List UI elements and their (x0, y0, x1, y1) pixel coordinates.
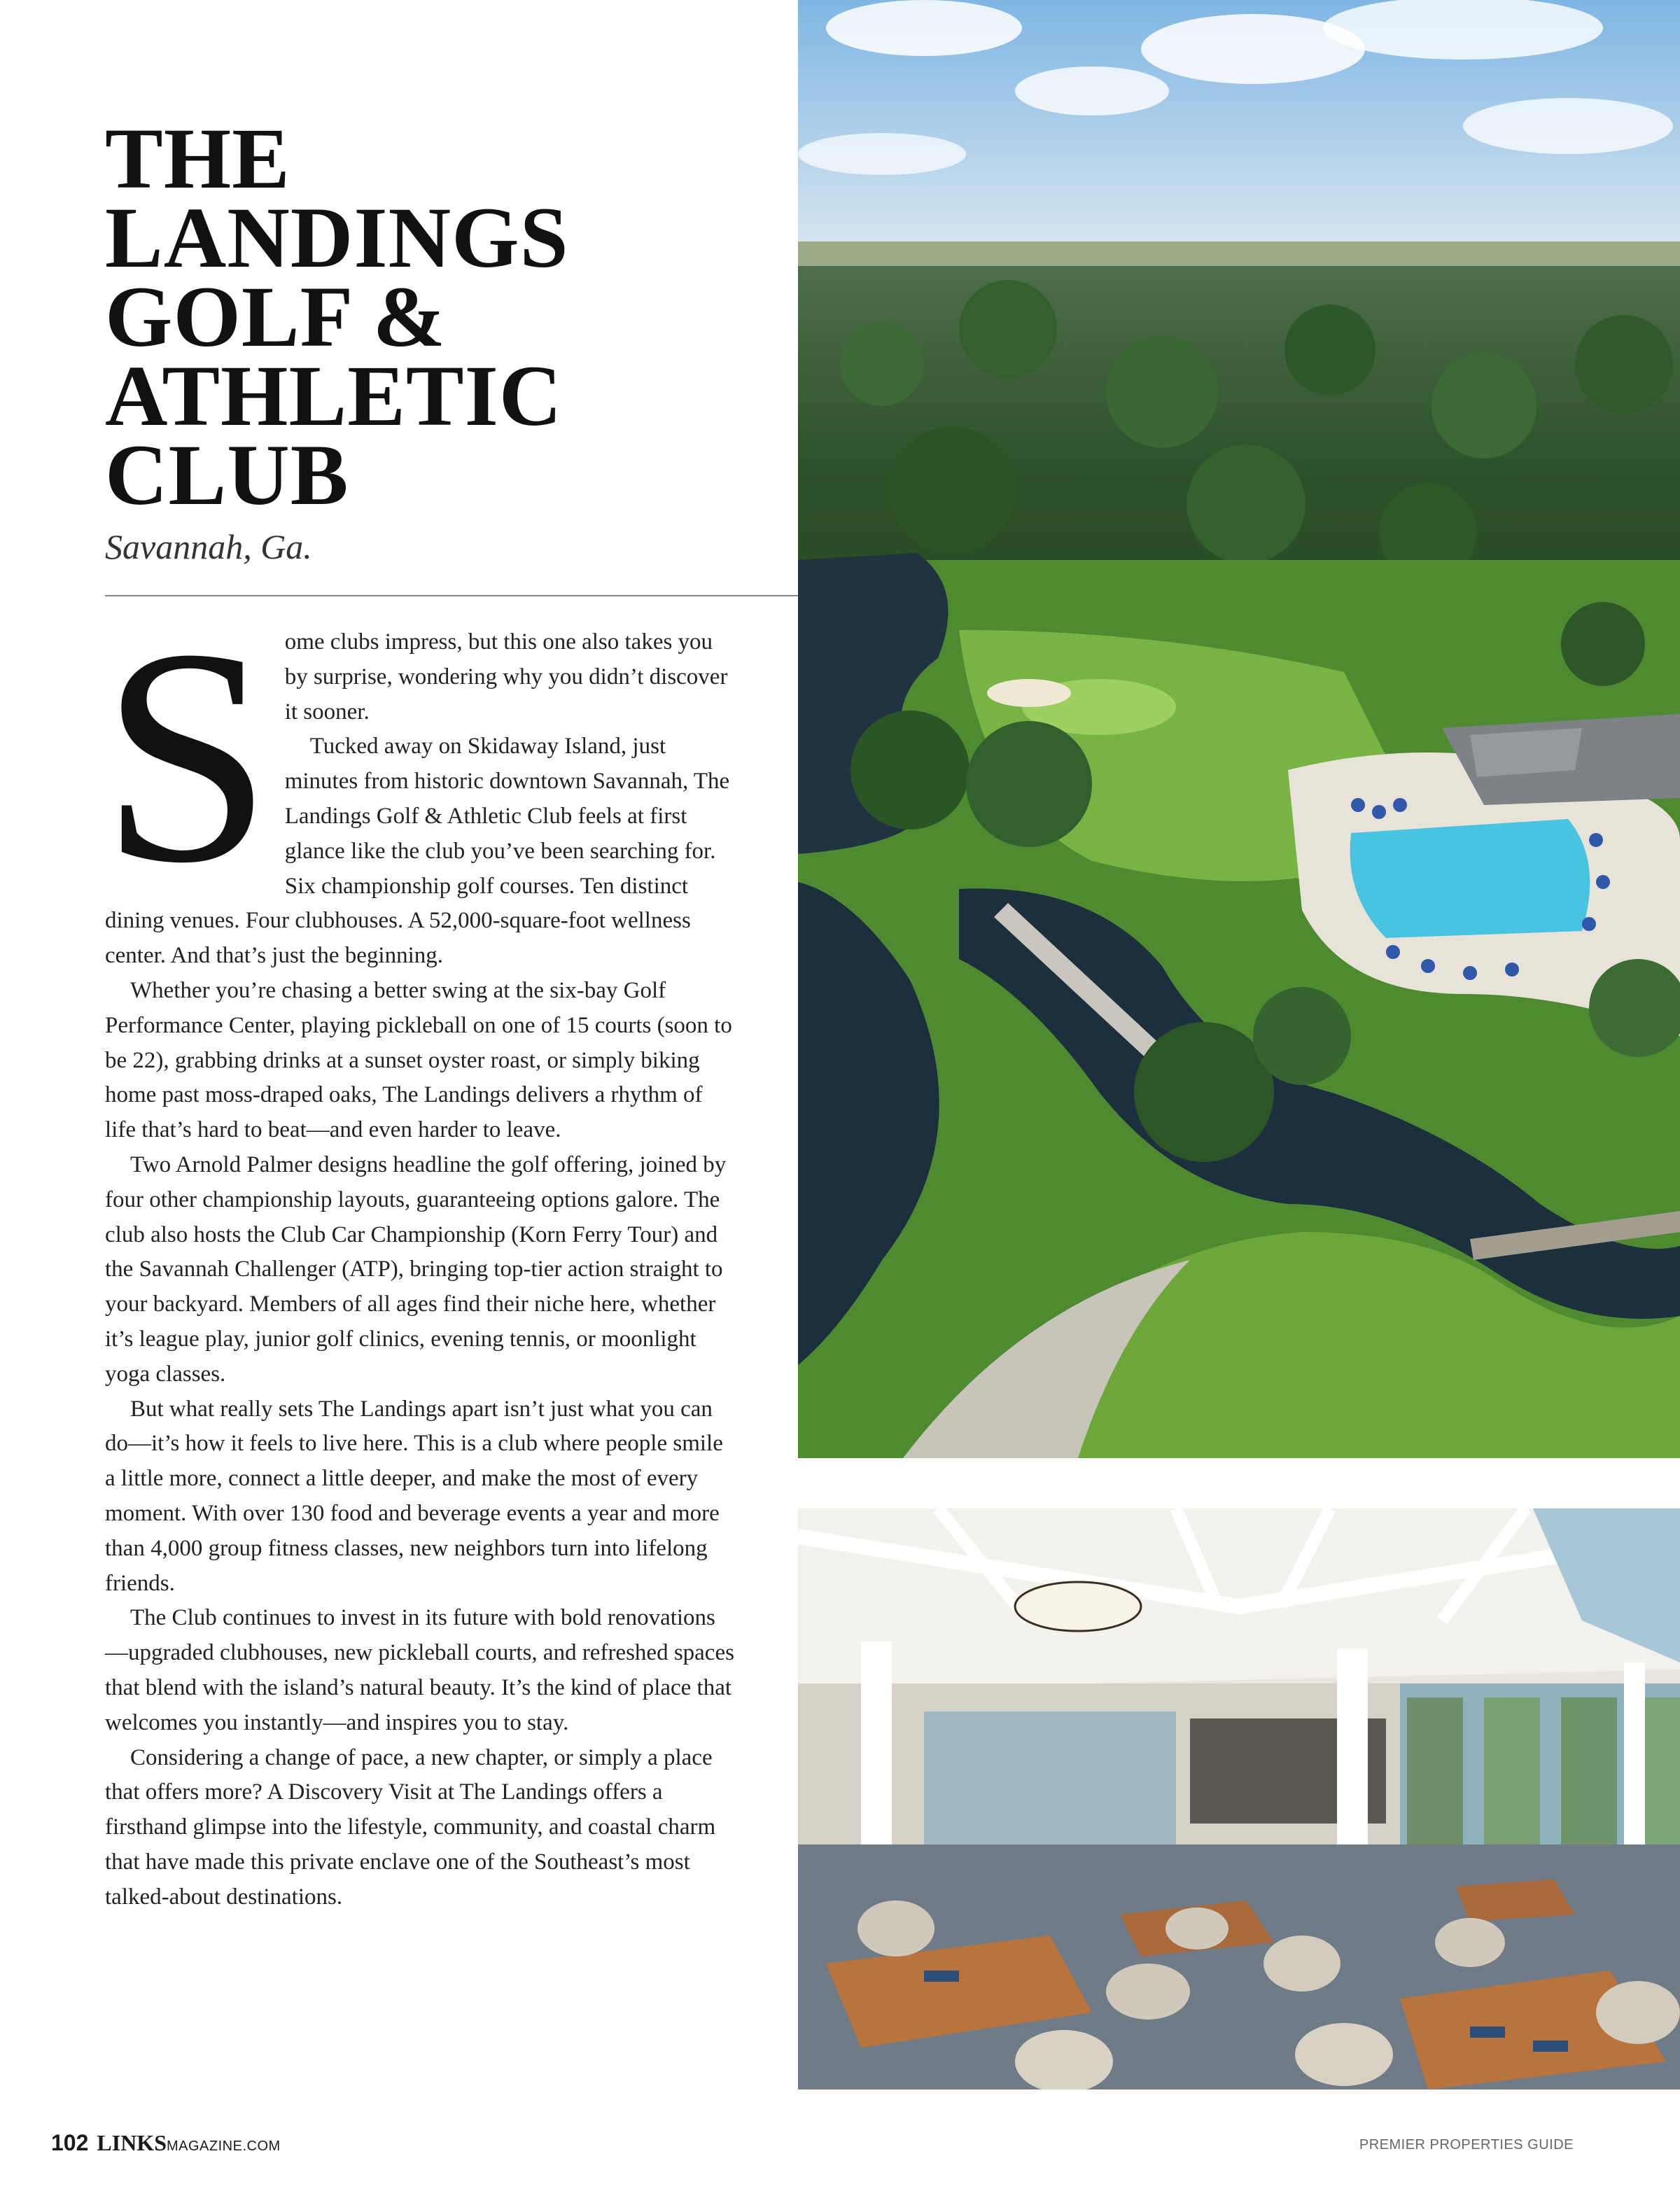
dining-photo-illustration (798, 1508, 1680, 2090)
title-line: THE (105, 111, 290, 206)
page-number: 102 (51, 2130, 89, 2155)
paragraph: Tucked away on Skidaway Island, just minutes from historic downtown Savannah, The Landings Golf & Athletic Club feels at first glance like the club you’ve been searching for. Six championship golf courses. Ten distinct dining venues. Four clubhouses. A 52,000-square-foot wellness center. And that’s just the beginning. (105, 734, 730, 969)
article-location: Savannah, Ga. (105, 527, 312, 566)
paragraph: But what really sets The Landings apart isn’t just what you can do—it’s how it feels to live here. This is a club where people smile a little more, connect a little deeper, and make the most of every moment. With over 130 food and beverage events a year and more than 4,000 group fitness classes, new neighbors turn into lifelong friends. (105, 1396, 723, 1596)
page-footer (51, 2130, 281, 2156)
magazine-name: LINKS (97, 2130, 167, 2155)
article-title (105, 111, 777, 523)
paragraph: Two Arnold Palmer designs headline the golf offering, joined by four other championship layouts, guaranteeing options galore. The club also hosts the Club Car Championship (Korn Ferry Tour) and the Savannah Challenger (ATP), bringing top-tier action straight to your backyard. Members of all ages find their niche here, whether it’s league play, junior golf clinics, evening tennis, or moonlight yoga classes. (105, 1152, 727, 1387)
paragraph: Whether you’re chasing a better swing at the six-bay Golf Performance Center, playing pickleball on one of 15 courts (soon to be 22), grabbing drinks at a sunset oyster roast, or simply biking home past moss-draped oaks, The Landings delivers a rhythm of life that’s hard to beat—and even harder to leave. (105, 977, 732, 1143)
paragraph: ome clubs impress, but this one also takes you by surprise, wondering why you didn’t discover it sooner. (284, 629, 728, 724)
paragraph: The Club continues to invest in its future with bold renovations—upgraded clubhouses, new pickleball courts, and refreshed spaces that blend with the island’s natural beauty. It’s the kind of place that welcomes you instantly—and inspires you to stay. (105, 1605, 734, 1735)
title-line: CLUB (105, 427, 349, 523)
aerial-photo-illustration (798, 0, 1680, 1458)
title-line: ATHLETIC (105, 348, 563, 444)
section-label: PREMIER PROPERTIES GUIDE (1359, 2137, 1574, 2152)
aerial-course-photo (798, 0, 1680, 1458)
drop-cap: S (101, 586, 272, 927)
dining-room-photo (798, 1508, 1680, 2090)
magazine-domain: MAGAZINE.COM (166, 2138, 281, 2154)
article-body (101, 586, 735, 1914)
paragraph: Considering a change of pace, a new chapter, or simply a place that offers more? A Discovery Visit at The Landings offers a firsthand glimpse into the lifestyle, community, and coastal charm that have made this private enclave one of the Southeast’s most talked-about destinations. (105, 1744, 716, 1910)
title-line: LANDINGS (105, 190, 569, 286)
title-line: GOLF & (105, 269, 447, 365)
